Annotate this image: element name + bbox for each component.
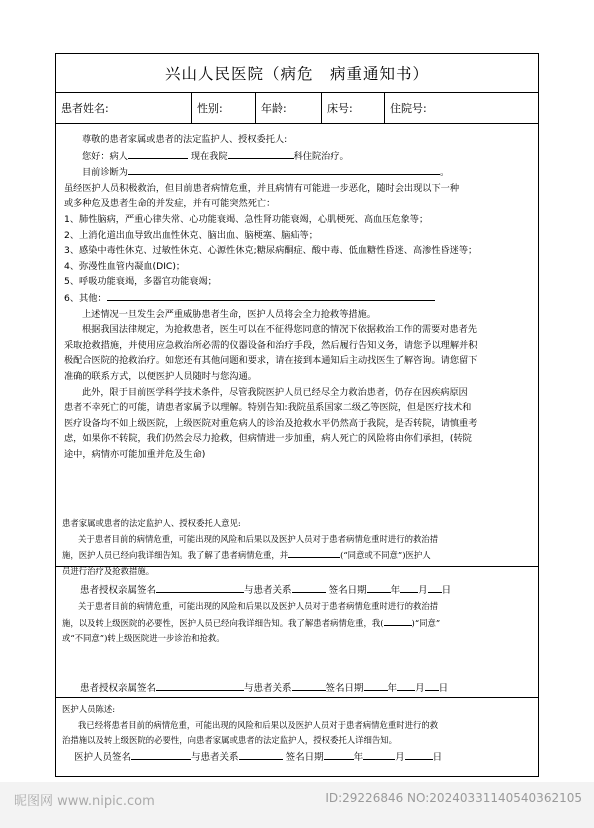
transfer-text-1: 关于患者目前的病情危重，可能出现的风险和后果以及医护人员对于患者病情危重时进行的救治措 [78, 600, 439, 611]
transfer-consent-text: 施，以及转上级医院的必要性，医护人员已经向我详细告知。我了解患者病情危重，我 [62, 617, 381, 628]
family-sign-label: 患者授权亲属签名 [80, 683, 157, 694]
patient-name-field[interactable] [56, 93, 191, 123]
consent-blank[interactable] [288, 547, 340, 558]
page-title: 兴山人民医院（病危 病重通知书） [56, 54, 538, 93]
risk-item-1: 1、肺性脑病，严重心律失常、心功能衰竭、急性肾功能衰竭，心肌梗死、高血压危象等； [64, 213, 429, 225]
admission-no-field[interactable] [385, 93, 535, 123]
transfer-consent-blank[interactable] [384, 615, 412, 626]
family-sign-blank[interactable] [156, 582, 244, 593]
staff-relation-label: 与患者关系 [191, 751, 239, 763]
paragraph-3-line-4: 虑，如果你不转院，我们仍然会尽力抢救，但病情进一步加重，病人死亡的风险将由你们承担，(转院 [64, 433, 472, 445]
diagnosis-end: 。 [439, 167, 450, 179]
year-blank[interactable] [364, 680, 388, 691]
risk-text-1: 虽经医护人员积极救治，但目前患者病情危重，并且病情有可能进一步恶化，随时会出现以下一种 [64, 182, 460, 194]
relation-label: 与患者关系 [244, 585, 292, 597]
diagnosis-label: 目前诊断为 [82, 167, 128, 179]
staff-year-blank[interactable] [324, 749, 354, 760]
staff-month-label: 月 [395, 751, 405, 763]
staff-sign-blank[interactable] [131, 749, 191, 760]
month-label: 月 [415, 683, 425, 694]
family-opinion-text-2 [62, 547, 532, 564]
paragraph-3-line-3: 医疗设备均不如上级医院，上级医院对重危病人的诊治及抢救水平仍然高于我院，是否转院，请慎重考 [64, 417, 478, 429]
risk-item-2: 2、上消化道出血导致出血性休克、脑出血、脑梗塞、脑疝等； [64, 229, 318, 241]
paragraph-2-line-4: 准确的联系方式，以便医护人员随时与您沟通。 [64, 370, 257, 382]
staff-heading: 医护人员陈述: [62, 704, 116, 714]
staff-day-label: 日 [432, 751, 443, 763]
paragraph-1: 上述情况一旦发生会严重威胁患者生命，医护人员将会全力抢救等措施。 [82, 308, 376, 320]
staff-text-2: 治措施以及转上级医院的必要性，向患者家属或患者的法定监护人，授权委托人详细告知。 [62, 735, 397, 746]
staff-section [56, 702, 538, 765]
date-label: 签名日期 [328, 585, 367, 597]
paragraph-3-line-2: 患者不幸死亡的可能，请患者家属予以理解。特别告知:我院虽系国家二级乙等医院，但是医疗技术和 [64, 402, 472, 414]
diagnosis-blank[interactable] [128, 164, 440, 175]
family-signature-line-2 [56, 680, 538, 694]
gender-label: 性别: [197, 102, 223, 115]
staff-day-blank[interactable] [405, 749, 433, 760]
date-label: 签名日期 [325, 683, 364, 694]
department-text: 科住院治疗。 [293, 150, 349, 162]
department-blank[interactable] [228, 148, 294, 159]
relation-label: 与患者关系 [244, 683, 292, 694]
day-blank[interactable] [428, 582, 442, 593]
month-blank[interactable] [400, 582, 418, 593]
notice-body [56, 123, 538, 567]
staff-date-label: 签名日期 [285, 751, 324, 763]
paragraph-3-line-5: 途中，病情亦可能加重并危及生命) [64, 448, 206, 460]
risk-item-6 [64, 290, 530, 307]
gender-field[interactable] [192, 93, 255, 123]
day-label: 日 [438, 683, 449, 694]
hospital-text: 现在我院 [190, 150, 228, 162]
family-signature-line-1 [62, 582, 532, 599]
greeting: 尊敬的患者家属或患者的法定监护人、授权委托人: [82, 134, 288, 145]
family-opinion-heading: 患者家属或患者的法定监护人、授权委托人意见: [62, 518, 241, 528]
family-opinion-text-1: 关于患者目前的病情危重，可能出现的风险和后果以及医护人员对于患者病情危重时进行的救治措 [78, 533, 439, 544]
family-opinion-section [56, 516, 538, 647]
hello-text: 您好：病人 [82, 150, 128, 162]
risk-item-4: 4、弥漫性血管内凝血(DIC)； [64, 260, 186, 272]
staff-month-blank[interactable] [363, 749, 395, 760]
year-blank[interactable] [367, 582, 391, 593]
transfer-consent-options: “同意” [414, 617, 441, 628]
divider [56, 697, 538, 698]
watermark-right: ID:29226846 NO:20240331140540362105 [325, 791, 582, 805]
bed-label: 床号: [327, 102, 353, 115]
staff-text-1: 我已经将患者目前的病情危重，可能出现的风险和后果以及医护人员对于患者病情危重时进行的救 [78, 719, 439, 730]
transfer-text-3: 或“不同意”)转上级医院进一步诊治和抢救。 [62, 633, 225, 644]
notice-form [55, 53, 539, 777]
paragraph-2-line-3: 极配合医院的抢救治疗。如您还有其他问题和要求，请在接到本通知后主动找医生了解咨询。请您留下 [64, 355, 478, 367]
hello-line [64, 148, 530, 165]
staff-relation-blank[interactable] [239, 749, 283, 760]
relation-blank[interactable] [292, 582, 326, 593]
diagnosis-line [64, 164, 530, 181]
family-opinion-text-3: 员进行治疗及抢救措施。 [62, 565, 155, 576]
age-label: 年龄: [261, 102, 287, 115]
day-blank[interactable] [425, 680, 439, 691]
patient-info-row [56, 93, 538, 124]
bed-field[interactable] [322, 93, 384, 123]
year-label: 年 [390, 585, 401, 597]
family-sign-label: 患者授权亲属签名 [80, 585, 157, 597]
age-field[interactable] [256, 93, 321, 123]
consent-options: (“同意或不同意”)医护人 [340, 550, 431, 561]
patient-name-blank[interactable] [128, 148, 188, 159]
consent-text: 施，医护人员已经向我详细告知。我了解了患者病情危重，并 [62, 550, 289, 561]
risk-item-3: 3、感染中毒性休克、过敏性休克、心源性休克;糖尿病酮症、酸中毒、低血糖性昏迷、高渗性昏迷等； [64, 245, 478, 257]
other-blank[interactable] [107, 290, 435, 301]
paragraph-3-line-1: 此外，限于目前医学科学技术条件，尽管我院医护人员已经尽全力救治患者，仍存在因疾病原因 [82, 386, 468, 398]
paragraph-2-line-2: 采取抢救措施，并使用应急救治所必需的仪器设备和治疗手段，然后履行告知义务，请您予以理解并积 [64, 339, 478, 351]
watermark-left: 昵图网 www.nipic.com [14, 794, 155, 809]
patient-name-label: 患者姓名: [61, 102, 109, 115]
staff-year-label: 年 [353, 751, 364, 763]
month-blank[interactable] [397, 680, 415, 691]
paragraph-2-line-1: 根据我国法律规定，为抢救患者，医生可以在不征得您同意的情况下依据救治工作的需要对患者先 [82, 324, 478, 336]
relation-blank[interactable] [292, 680, 326, 691]
staff-signature-line [62, 749, 532, 766]
transfer-text-2: 施，以及转上级医院的必要性，医护人员已经向我详细告知。我了解患者病情危重，我( )“同意” [62, 615, 532, 632]
year-label: 年 [387, 683, 398, 694]
risk-text-2: 或多种危及患者生命的并发症，并有可能突然死亡： [64, 198, 276, 210]
admission-no-label: 住院号: [390, 102, 427, 115]
staff-sign-label: 医护人员签名 [74, 751, 132, 763]
month-label: 月 [418, 585, 428, 597]
family-sign-blank[interactable] [156, 680, 244, 691]
risk-item-5: 5、呼吸功能衰竭，多器官功能衰竭； [64, 276, 217, 288]
day-label: 日 [441, 585, 452, 597]
other-label: 6、其他： [64, 292, 107, 304]
